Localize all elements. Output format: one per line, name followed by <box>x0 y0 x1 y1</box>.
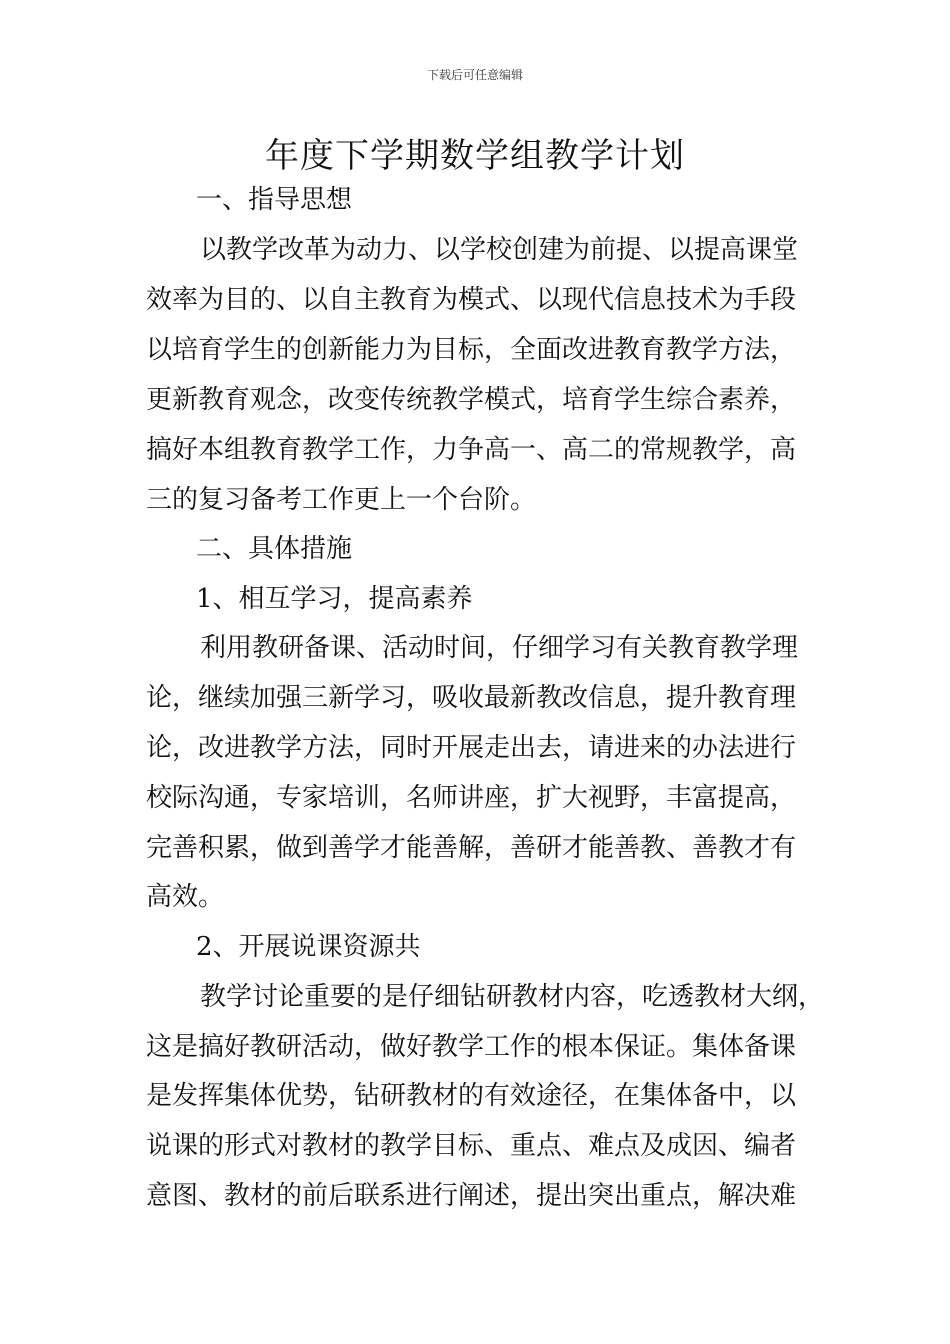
header-note: 下载后可任意编辑 <box>426 68 523 82</box>
paragraph-line: 论，改进教学方法，同时开展走出去，请进来的办法进行 <box>146 733 797 763</box>
paragraph-line: 是发挥集体优势，钻研教材的有效途径，在集体备中，以 <box>146 1081 797 1111</box>
paragraph-line: 更新教育观念，改变传统教学模式，培育学生综合素养， <box>146 385 797 415</box>
paragraph-line: 三的复习备考工作更上一个台阶。 <box>146 485 537 515</box>
section-heading-guiding-thought: 一、指导思想 <box>196 185 353 215</box>
subsection-heading-1: 1、相互学习，提高素养 <box>196 584 473 614</box>
paragraph-line: 以培育学生的创新能力为目标，全面改进教育教学方法， <box>146 335 797 365</box>
paragraph-line: 说课的形式对教材的教学目标、重点、难点及成因、编者 <box>146 1131 797 1161</box>
paragraph-line: 这是搞好教研活动，做好教学工作的根本保证。集体备课 <box>146 1032 797 1062</box>
paragraph-line: 以教学改革为动力、以学校创建为前提、以提高课堂 <box>200 235 799 265</box>
section-heading-measures: 二、具体措施 <box>196 534 353 564</box>
paragraph-line: 校际沟通，专家培训，名师讲座，扩大视野，丰富提高， <box>146 783 797 813</box>
paragraph-line: 完善积累，做到善学才能善解，善研才能善教、善教才有 <box>146 833 797 863</box>
paragraph-line: 高效。 <box>146 882 225 912</box>
paragraph-line: 利用教研备课、活动时间，仔细学习有关教育教学理 <box>200 633 799 663</box>
paragraph-line: 搞好本组教育教学工作，力争高一、高二的常规教学，高 <box>146 435 797 465</box>
paragraph-line: 论，继续加强三新学习，吸收最新教改信息，提升教育理 <box>146 683 797 713</box>
subsection-heading-2: 2、开展说课资源共 <box>196 932 421 962</box>
paragraph-line: 教学讨论重要的是仔细钻研教材内容，吃透教材大纲， <box>200 982 825 1012</box>
paragraph-line: 效率为目的、以自主教育为模式、以现代信息技术为手段 <box>146 285 797 315</box>
paragraph-line: 意图、教材的前后联系进行阐述，提出突出重点，解决难 <box>146 1181 797 1211</box>
document-title: 年度下学期数学组教学计划 <box>265 136 685 176</box>
